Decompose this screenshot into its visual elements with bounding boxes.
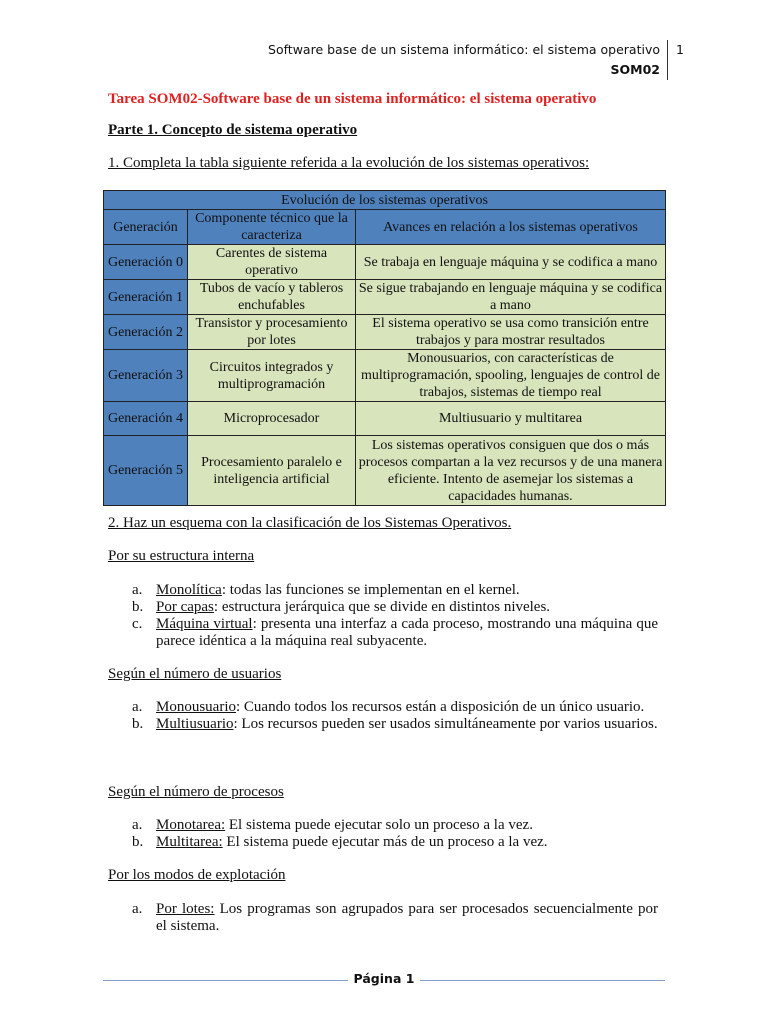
list-processes (108, 817, 658, 851)
list-text: El sistema puede ejecutar solo un proceso a la vez. (225, 817, 533, 833)
section-heading-users: Según el número de usuarios (108, 666, 282, 682)
section-heading-structure: Por su estructura interna (108, 548, 255, 564)
header-text (200, 40, 660, 80)
page-header (0, 40, 768, 80)
list-structure (108, 582, 658, 650)
table-row (104, 280, 666, 315)
list-text: : todas las funciones se implementan en el kernel. (221, 582, 520, 598)
advances-cell: Monousuarios, con características de multiprogramación, spooling, lenguajes de control de trabajos, sistemas de tiempo real (356, 350, 666, 402)
list-term: Monolítica (156, 582, 222, 598)
generation-cell: Generación 3 (104, 350, 188, 402)
list-text: El sistema puede ejecutar más de un proceso a la vez. (222, 834, 548, 850)
list-term: Por capas (156, 599, 214, 615)
list-text: Los programas son agrupados para ser procesados secuencialmente por el sistema. (156, 901, 658, 934)
list-marker: b. (132, 834, 144, 850)
header-line-1: Software base de un sistema informático: el sistema operativo (268, 42, 660, 57)
list-item (108, 817, 658, 834)
list-item (108, 582, 658, 599)
table-row (104, 436, 666, 506)
list-marker: b. (132, 716, 144, 732)
section-heading-processes: Según el número de procesos (108, 784, 284, 800)
generation-cell: Generación 4 (104, 402, 188, 436)
component-cell: Transistor y procesamiento por lotes (188, 315, 356, 350)
header-line-2: SOM02 (610, 62, 660, 77)
advances-cell: Se trabaja en lenguaje máquina y se codifica a mano (356, 245, 666, 280)
table-row (104, 315, 666, 350)
header-page-number: 1 (676, 42, 684, 57)
list-marker: a. (132, 817, 143, 833)
footer-rule-left (103, 980, 348, 981)
list-marker: a. (132, 699, 143, 715)
document-title: Tarea SOM02-Software base de un sistema informático: el sistema operativo (108, 91, 597, 107)
list-item (108, 699, 658, 716)
question-2: 2. Haz un esquema con la clasificación de los Sistemas Operativos. (108, 515, 512, 531)
list-text: : Cuando todos los recursos están a disposición de un único usuario. (236, 699, 645, 715)
list-marker: c. (132, 616, 143, 632)
list-text: : Los recursos pueden ser usados simultáneamente por varios usuarios. (233, 716, 658, 732)
evolution-table (103, 190, 666, 506)
footer-rule-right (420, 980, 665, 981)
table-row (104, 245, 666, 280)
advances-cell: El sistema operativo se usa como transición entre trabajos y para mostrar resultados (356, 315, 666, 350)
generation-cell: Generación 0 (104, 245, 188, 280)
table-header-advances: Avances en relación a los sistemas operativos (356, 210, 666, 245)
advances-cell: Los sistemas operativos consiguen que dos o más procesos compartan a la vez recursos y de una manera eficiente. Intento de asemejar los sistemas a capacidades humanas. (356, 436, 666, 506)
list-text: : presenta una interfaz a cada proceso, mostrando una máquina que parece idéntica a la máquina real subyacente. (156, 616, 658, 649)
header-divider (667, 40, 668, 80)
generation-cell: Generación 1 (104, 280, 188, 315)
list-users (108, 699, 658, 733)
list-term: Monousuario (156, 699, 236, 715)
footer-page-label: Página 1 (353, 971, 415, 986)
list-term: Monotarea: (156, 817, 226, 833)
list-item (108, 599, 658, 616)
list-marker: a. (132, 901, 143, 917)
list-item (108, 716, 658, 733)
table-title: Evolución de los sistemas operativos (104, 191, 666, 210)
advances-cell: Se sigue trabajando en lenguaje máquina y se codifica a mano (356, 280, 666, 315)
component-cell: Circuitos integrados y multiprogramación (188, 350, 356, 402)
list-item (108, 616, 658, 650)
table-row (104, 350, 666, 402)
list-term: Máquina virtual (156, 616, 253, 632)
component-cell: Procesamiento paralelo e inteligencia artificial (188, 436, 356, 506)
table-row (104, 402, 666, 436)
list-exploitation (108, 901, 658, 935)
section-heading-exploitation: Por los modos de explotación (108, 867, 286, 883)
generation-cell: Generación 5 (104, 436, 188, 506)
table-header-generation: Generación (104, 210, 188, 245)
list-term: Por lotes: (156, 901, 215, 917)
component-cell: Carentes de sistema operativo (188, 245, 356, 280)
list-term: Multitarea: (156, 834, 223, 850)
component-cell: Microprocesador (188, 402, 356, 436)
part-1-heading: Parte 1. Concepto de sistema operativo (108, 122, 358, 138)
question-1: 1. Completa la tabla siguiente referida a la evolución de los sistemas operativos: (108, 155, 590, 171)
list-marker: a. (132, 582, 143, 598)
advances-cell: Multiusuario y multitarea (356, 402, 666, 436)
list-item (108, 834, 658, 851)
list-text: : estructura jerárquica que se divide en distintos niveles. (213, 599, 551, 615)
list-term: Multiusuario (156, 716, 234, 732)
component-cell: Tubos de vacío y tableros enchufables (188, 280, 356, 315)
table-header-component: Componente técnico que la caracteriza (188, 210, 356, 245)
list-marker: b. (132, 599, 144, 615)
list-item (108, 901, 658, 935)
generation-cell: Generación 2 (104, 315, 188, 350)
